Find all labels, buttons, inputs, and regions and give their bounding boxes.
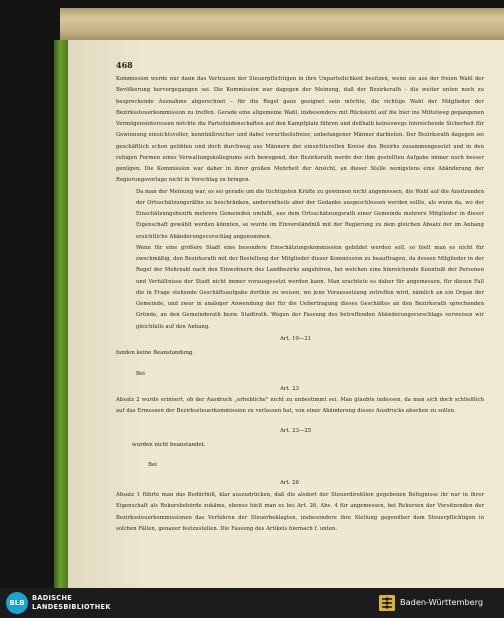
blb-logo[interactable]: BLB	[6, 592, 28, 614]
article-heading-19-21: Art. 19—21	[280, 336, 312, 342]
paragraph-5: Absatz 1 führte man das Bedürfniß, klar auszudrücken, daß die alsdort der Steuerdirektion gegebenen Befugnisse ihr nur in ihrer Eigenschaft als Rekursbehörde zukäme, ebenso hielt man es bei Art. 26, Abs. 4 für angemessen, bei Rekursen der Vorsitzenden der Bezirkssteuerkommissionen das Verfahren der Steuerbeklagten, insbesondere ihre Stellung gegenüber dem Steuerpflichtigen in solchen Fällen, genauer festzustellen. Die Fassung des Artikels hiernach f. unten.	[116, 492, 484, 532]
article-heading-23: Art. 23	[280, 386, 299, 392]
paragraph-4: Absatz 2 wurde erinnert, ob der Ausdruck „erhebliche" nicht zu unbestimmt sei. Man glaubte indessen, da man sich doch schließlich auf das Ermessen der Bezirkssteuerkommission zu verlassen hat, von einer Abänderung dieses Ausdrucks absehen zu sollen.	[116, 397, 484, 415]
book-top-edge	[60, 8, 504, 42]
bei-label-1: Bei	[136, 371, 145, 377]
book-side-edge	[54, 40, 68, 588]
article-heading-23-25: Art. 23—25	[280, 428, 312, 434]
text-line-not-objected: wurden nicht beanstandet.	[132, 442, 206, 448]
footer-bar	[0, 588, 504, 618]
article-heading-26: Art. 26	[280, 480, 299, 486]
paragraph-5-block	[116, 490, 484, 535]
state-name: Baden-Württemberg	[400, 597, 484, 607]
text-line-no-objection: fanden keine Beanstandung.	[116, 350, 195, 356]
bei-label-2: Bei	[148, 462, 157, 468]
library-name	[32, 594, 111, 612]
library-name-line-2: LANDESBIBLIOTHEK	[32, 603, 111, 611]
paragraph-2: Da man der Meinung war, es sei gerade um die tüchtigsten Kräfte zu gewinnen nicht angemessen, die Wahl auf die Ansitzenden der Ortsschätzungsräthe zu beschränken, anderentheils aber der Gedanke ausgeschlossen werden sollte, als wenn da, wo der Einschätzungsbezirk mehrere Gemeinden umfaßt, aus dem Ortsschätzungsrath einer Gemeinde mehrere Mitglieder in dieser Eigenschaft gewählt werden könnten, so wurde im Einverständniß mit der Regierung zu dem gleichen Absatz der im Anhang ersichtliche Abänderungsvorschlag angenommen.	[136, 188, 484, 240]
paragraph-4-block	[116, 395, 484, 418]
bw-coat-of-arms-icon	[378, 594, 396, 612]
library-name-line-1: BADISCHE	[32, 594, 73, 602]
paragraph-1: Kommission werde nur dann das Vertrauen der Steuerpflichtigen in ihre Unparteilichkeit besitzen, wenn sie aus der freien Wahl der Bevölkerung hervorgegangen sei. Die Kommission war dagegen der Meinung, daß der Bezirksrath – die weiter unten noch zu besprechende Ausnahme abgerechnet – für die Regel ganz geeignet sein möchte, die richtige Wahl der Mitglieder der Bezirkssteuerkommission zu treffen. Gerade eine allgemeine Wahl, insbesondere mit Rücksicht auf die hier ins Mittelweg gegangenen Vermögensinteressen möchte die Parteileidenschaften auf den Kampfplatz führen und deßhalb keineswegs hinreichende Sicherheit für Gewinnung einsichtsvoller, kenntnißreicher und dabei vorurtheilsfreier, unbefangener Männer darbieten. Der Bezirksrath dagegen sei geschäftlich schon geübten und doch durchweg aus Männern der einsichtsvollen Kreise des Bezirks zusammengesetzt und in den ruhigen Formen eines Verwaltungskollegiums sich bewegend, der Bezirksrath werde der ihm gestellten Aufgabe immer noch besser genügen. Die Kommission war daher in ihrer großen Mehrheit der Ansicht, an dieser Stelle wenigstens eine Abänderung der Regierungsvorlage nicht in Vorschlag zu bringen.	[116, 76, 484, 184]
page-number: 468	[116, 60, 133, 70]
paragraph-3: Wenn für eine größere Stadt eine besondere Einschätzungskommission gebildet werden soll, so hielt man es nicht für zweckmäßig, den Bezirksrath mit der Bestellung der Mitglieder dieser Kommission zu beauftragen, da dessen Mitglieder in der Regel der Mehrzahl nach den Einwohnern des Landbezirks angehören, bei welchen eine hinreichende Kenntniß der Personen und Verhältnisse der Stadt nicht immer vorausgesetzt werden kann. Man erachtete es daher für angemessen, für diesen Fall die in Frage stehende Geschäftsaufgabe dorthin zu weisen, wo jene Voraussetzung zutreffen wird, nämlich an ein Organ der Gemeinde, und zwar in analoger Anwendung der für die Uebertragung dieses Geschäftes an den Bezirksrath sprechenden Gründe, an den Gemeinderath bezw. Stadtrath. Wegen der Fassung des betreffenden Abänderungsvorschlags verweisen wir gleichfalls auf den Anhang.	[136, 244, 484, 330]
text-block-main	[116, 74, 484, 333]
document-page	[68, 40, 504, 588]
